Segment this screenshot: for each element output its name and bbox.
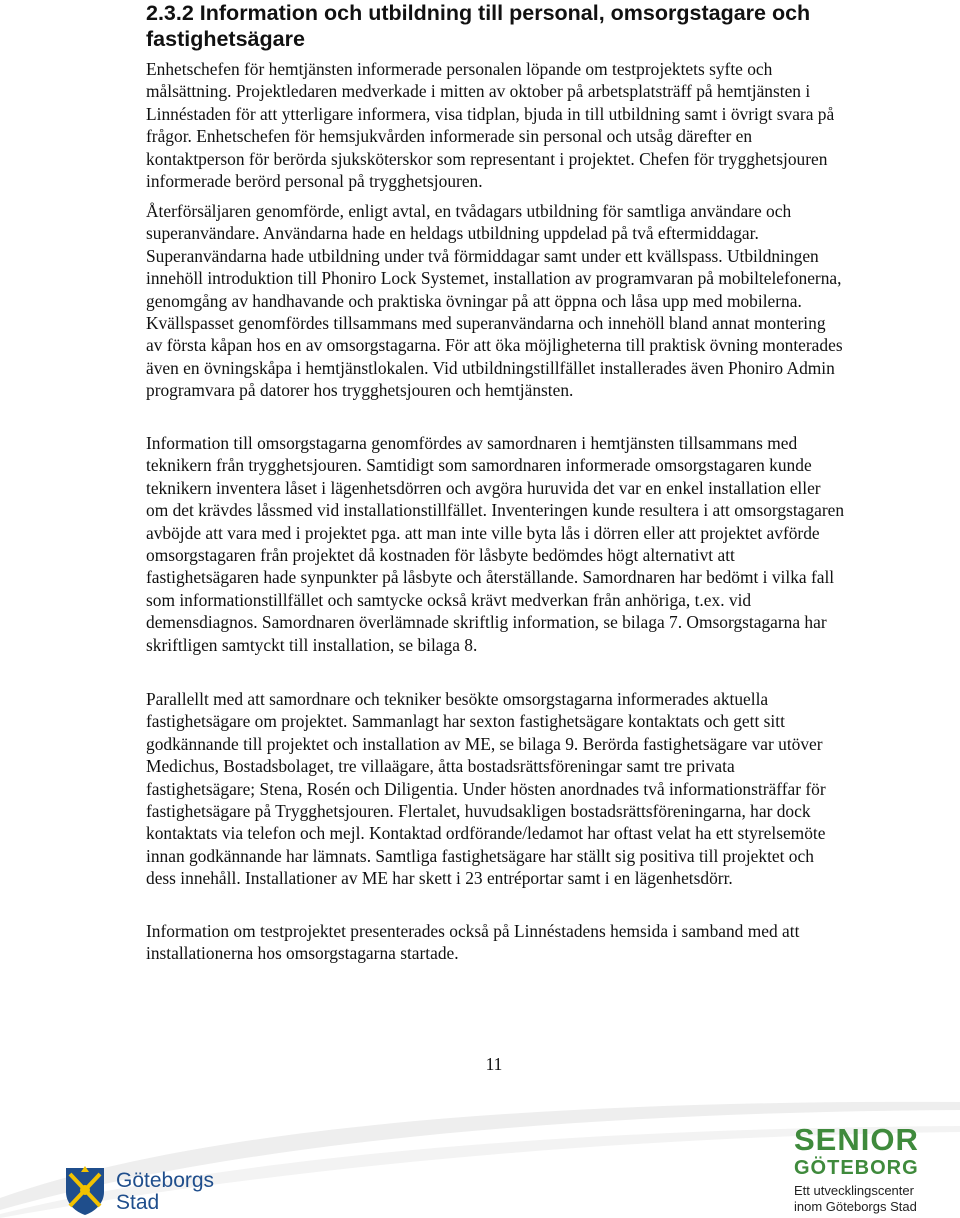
senior-logo-tagline-line1: Ett utvecklingscenter [794, 1183, 914, 1198]
paragraph-website: Information om testprojektet presenterades också på Linnéstadens hemsida i samband med att installationerna hos omsorgstagarna startade. [146, 921, 800, 964]
goteborg-coat-of-arms-icon [62, 1164, 108, 1216]
goteborgs-logo-line1: Göteborgs [116, 1169, 215, 1192]
paragraph-care-recipients: Information till omsorgstagarna genomfördes av samordnaren i hemtjänsten tillsammans med teknikern från trygghetsjouren. Samtidigt som samordnaren informerade omsorgstagaren kunde teknikern inventera låset i lägenhetsdörren och avgöra huruvida det var en enkel installation eller om det krävdes låssmed vid installationstillfället. Inventeringen kunde resultera i att omsorgstagaren avböjde att vara med i projektet pga. att man inte ville byta lås i dörren eller att projektet avförde omsorgstagaren från projektet då kostnaden för låsbyte bedömdes högt alternativt att fastighetsägaren hade synpunkter på låsbyte och återställande. Samordnaren har bedömt i vilka fall som informationstillfället och samtycke också krävt medverkan från anhöriga, t.ex. vid demensdiagnos. Samordnaren överlämnade skriftlig information, se bilaga 7. Omsorgstagarna har skriftligen samtyckt till installation, se bilaga 8. [146, 433, 845, 655]
senior-logo-word1: SENIOR [794, 1122, 919, 1157]
senior-logo-word2: GÖTEBORG [794, 1157, 919, 1179]
page-number: 11 [485, 1054, 503, 1074]
section-heading: 2.3.2 Information och utbildning till personal, omsorgstagare och fastighetsägare [146, 1, 811, 51]
paragraph-staff-info: Enhetschefen för hemtjänsten informerade personalen löpande om testprojektets syfte och målsättning. Projektledaren medverkade i mitten av oktober på arbetsplatsträff på hemtjänsten i Linnéstaden för att ytterligare informera, visa tidplan, bjuda in till utbildning samt i övrigt svara på frågor. Enhetschefen för hemsjukvården informerade sin personal och utsåg därefter en kontaktperson för berörda sjuksköterskor som representant i projektet. Chefen för trygghetsjouren informerade berörd personal på trygghetsjouren. [146, 59, 835, 192]
paragraph-training: Återförsäljaren genomförde, enligt avtal, en tvådagars utbildning för samtliga användare och superanvändare. Användarna hade en heldags utbildning uppdelad på två eftermiddagar. Superanvändarna hade utbildning under två förmiddagar samt under ett kvällspass. Utbildningen innehöll introduktion till Phoniro Lock Systemet, installation av programvaran på mobiltelefonerna, genomgång av handhavande och praktiska övningar på att öppna och låsa upp med mobilerna. Kvällspasset genomfördes tillsammans med superanvändarna och innehöll bland annat montering av första kåpan hos en av omsorgstagarna. För att öka möjligheterna till praktisk övning monterades även en övningskåpa i hemtjänstlokalen. Vid utbildningstillfället installerades även Phoniro Admin programvara på datorer hos trygghetsjouren och hemtjänsten. [146, 201, 843, 401]
goteborgs-logo-line2: Stad [116, 1191, 160, 1214]
senior-logo-tagline-line2: inom Göteborgs Stad [794, 1199, 917, 1214]
paragraph-property-owners: Parallellt med att samordnare och tekniker besökte omsorgstagarna informerades aktuella fastighetsägare om projektet. Sammanlagt har sexton fastighetsägare kontaktats och gett sitt godkännande till projektet och installation av ME, se bilaga 9. Berörda fastighetsägare var utöver Medichus, Bostadsbolaget, tre villaägare, åtta bostadsrättsföreningar samt tre privata fastighetsägare; Stena, Rosén och Diligentia. Under hösten anordnades två informationsträffar för fastighetsägare på Trygghetsjouren. Flertalet, huvudsakligen bostadsrättsföreningarna, har dock kontaktats via telefon och mejl. Kontaktad ordförande/ledamot har oftast velat ha ett styrelsemöte innan godkännande har lämnats. Samtliga fastighetsägare har ställt sig positiva till projektet och dess innehåll. Installationer av ME har skett i 23 entréportar samt i en lägenhetsdörr. [146, 689, 826, 889]
senior-logo-tagline [794, 1183, 917, 1215]
senior-goteborg-logo [794, 1124, 934, 1218]
